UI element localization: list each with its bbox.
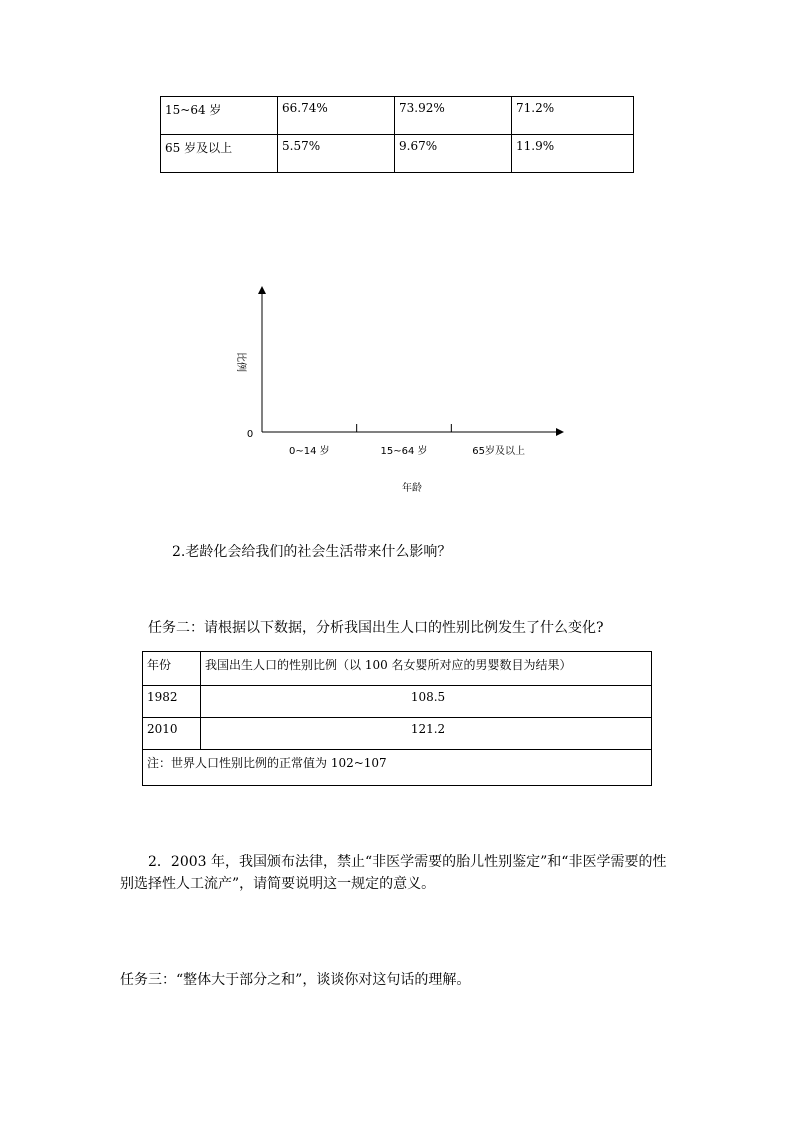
table-cell: 5.57%	[278, 135, 395, 173]
task2-title: 任务二：请根据以下数据，分析我国出生人口的性别比例发生了什么变化?	[148, 620, 604, 636]
table-row	[143, 652, 652, 686]
table-cell: 121.2	[201, 718, 652, 750]
x-axis-label: 年龄	[402, 483, 422, 494]
x-tick-label: 65岁及以上	[472, 446, 526, 457]
question-2: 2.老龄化会给我们的社会生活带来什么影响？	[172, 544, 452, 560]
question-2b-line1: 2．2003 年，我国颁布法律，禁止“非医学需要的胎儿性别鉴定”和“非医学需要的性	[148, 854, 667, 870]
table-cell: 73.92%	[395, 97, 512, 135]
table-cell: 11.9%	[512, 135, 634, 173]
table-cell: 65 岁及以上	[161, 135, 278, 173]
age-ratio-chart	[0, 0, 794, 520]
table-cell: 1982	[143, 686, 201, 718]
table-cell: 66.74%	[278, 97, 395, 135]
sex-ratio-table	[142, 651, 652, 786]
x-tick-label: 15~64 岁	[380, 446, 428, 457]
y-axis-label: 比例	[235, 352, 246, 372]
table-row	[143, 750, 652, 786]
question-2b-line2: 别选择性人工流产”，请简要说明这一规定的意义。	[120, 876, 436, 892]
table-note: 注：世界人口性别比例的正常值为 102~107	[143, 750, 652, 786]
table-cell: 108.5	[201, 686, 652, 718]
table-row	[143, 718, 652, 750]
table-cell: 9.67%	[395, 135, 512, 173]
table-header-cell: 年份	[143, 652, 201, 686]
task3: 任务三：“整体大于部分之和”，谈谈你对这句话的理解。	[120, 972, 471, 988]
table-cell: 2010	[143, 718, 201, 750]
table-cell: 71.2%	[512, 97, 634, 135]
table-row	[143, 686, 652, 718]
x-tick-label: 0~14 岁	[289, 446, 330, 457]
table-header-cell: 我国出生人口的性别比例（以 100 名女婴所对应的男婴数目为结果）	[201, 652, 652, 686]
table-cell: 15~64 岁	[161, 97, 278, 135]
origin-label: 0	[246, 429, 254, 440]
